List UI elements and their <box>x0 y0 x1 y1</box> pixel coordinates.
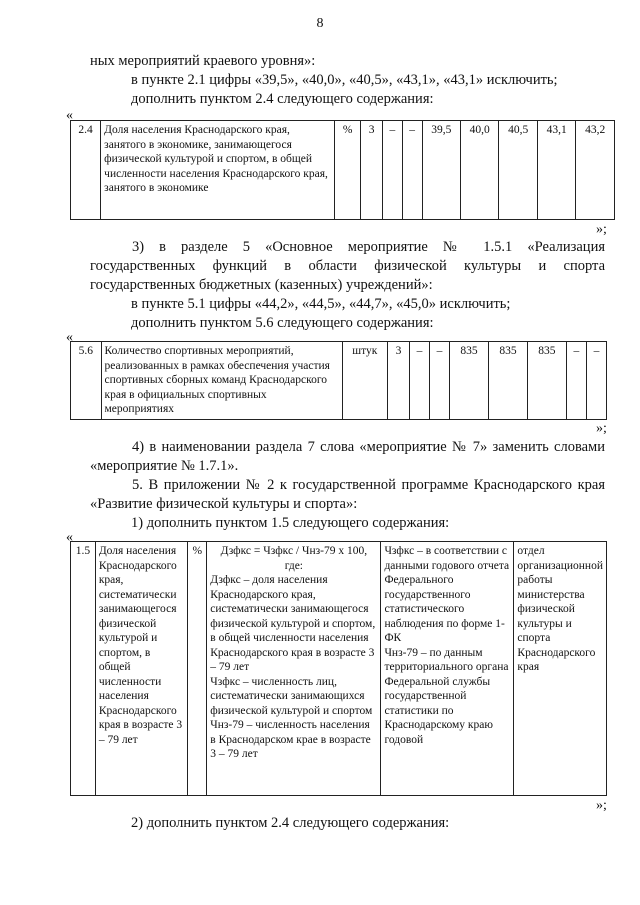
quote-close: »; <box>596 222 607 237</box>
formula-where: где: <box>284 559 303 572</box>
cell-value: 43,1 <box>537 121 575 220</box>
cell-value: – <box>383 121 403 220</box>
cell-value: 43,2 <box>576 121 615 220</box>
cell-value: 40,0 <box>461 121 499 220</box>
paragraph-section-5: 3) в разделе 5 «Основное мероприятие № 1.5.1 «Реализация государственных функций в области физической культуры и спорта государственных бюджетных (казенных) учреждений»: <box>90 239 605 293</box>
cell-num: 2.4 <box>71 121 101 220</box>
table-item-1-5 <box>70 541 607 796</box>
cell-value: – <box>586 342 606 420</box>
table-row <box>71 342 607 420</box>
table-item-5-6 <box>70 341 607 420</box>
source-text: Чнз-79 – по данным территориального органа Федеральной службы государственной статистики по Краснодарскому краю годовой <box>384 646 509 746</box>
quote-close: »; <box>596 798 607 813</box>
quote-open: « <box>66 530 73 545</box>
paragraph-section-7: 4) в наименовании раздела 7 слова «мероприятие № 7» заменить словами «мероприятие № 1.7.1». <box>90 439 605 474</box>
page-number: 8 <box>316 16 324 31</box>
cell-num: 1.5 <box>71 542 96 796</box>
cell-value: 39,5 <box>422 121 460 220</box>
paragraph-item-5-1: в пункте 5.1 цифры «44,2», «44,5», «44,7», «45,0» исключить; <box>131 296 511 312</box>
source-text: Чзфкс – в соответствии с данными годового отчета Федерального государственного статистического наблюдения по форме 1-ФК <box>384 545 510 644</box>
cell-source <box>381 542 514 796</box>
cell-formula <box>207 542 381 796</box>
formula-definition: Дзфкс – доля населения Краснодарского края, систематически занимающегося физической культурой и спортом, в общей численности населения Краснодарского края в возрасте 3 – 79 лет <box>210 574 376 673</box>
quote-close: »; <box>596 421 607 436</box>
cell-value: 835 <box>489 342 528 420</box>
paragraph-item-2-1: в пункте 2.1 цифры «39,5», «40,0», «40,5», «43,1», «43,1» исключить; <box>131 72 558 88</box>
cell-value: – <box>430 342 450 420</box>
cell-name: Доля населения Краснодарского края, занятого в экономике, занимающегося физической культурой и спортом, в общей численности населения Краснодарского края, занятого в экономике <box>101 121 335 220</box>
cell-unit: % <box>188 542 207 796</box>
cell-num: 5.6 <box>71 342 102 420</box>
cell-value: – <box>402 121 422 220</box>
cell-value: – <box>410 342 430 420</box>
cell-value: 835 <box>450 342 489 420</box>
cell-unit: % <box>335 121 361 220</box>
formula-definition: Чзфкс – численность лиц, систематически занимающихся физической культурой и спортом <box>210 675 373 717</box>
quote-open: « <box>66 108 73 123</box>
cell-value: 835 <box>527 342 566 420</box>
cell-status: 3 <box>387 342 409 420</box>
paragraph-continuation: ных мероприятий краевого уровня»: <box>90 53 316 69</box>
paragraph-add-5-6: дополнить пунктом 5.6 следующего содержания: <box>131 315 434 331</box>
cell-name: Количество спортивных мероприятий, реализованных в рамках обеспечения участия спортивных сборных команд Краснодарского края в официальных спортивных мероприятиях <box>101 342 342 420</box>
paragraph-add-2-4-b: 2) дополнить пунктом 2.4 следующего содержания: <box>131 815 450 831</box>
cell-responsible: отдел организационной работы министерства физической культуры и спорта Краснодарского края <box>514 542 607 796</box>
paragraph-appendix-2: 5. В приложении № 2 к государственной программе Краснодарского края «Развитие физической культуры и спорта»: <box>90 477 605 512</box>
cell-name: Доля населения Краснодарского края, систематически занимающегося физической культурой и спортом, в общей численности населения Краснодарского края в возрасте 3 – 79 лет <box>95 542 188 796</box>
cell-value: 40,5 <box>499 121 537 220</box>
paragraph-add-1-5: 1) дополнить пунктом 1.5 следующего содержания: <box>131 515 450 531</box>
cell-unit: штук <box>342 342 387 420</box>
paragraph-add-2-4: дополнить пунктом 2.4 следующего содержания: <box>131 91 434 107</box>
table-row <box>71 121 615 220</box>
cell-value: – <box>566 342 586 420</box>
cell-status: 3 <box>361 121 383 220</box>
table-row <box>71 542 607 796</box>
table-item-2-4 <box>70 120 615 220</box>
formula-definition: Чнз-79 – численность населения в Краснодарском крае в возрасте 3 – 79 лет <box>210 719 371 760</box>
formula-expression: Дзфкс = Чзфкс / Чнз-79 х 100, <box>220 545 368 557</box>
quote-open: « <box>66 330 73 345</box>
